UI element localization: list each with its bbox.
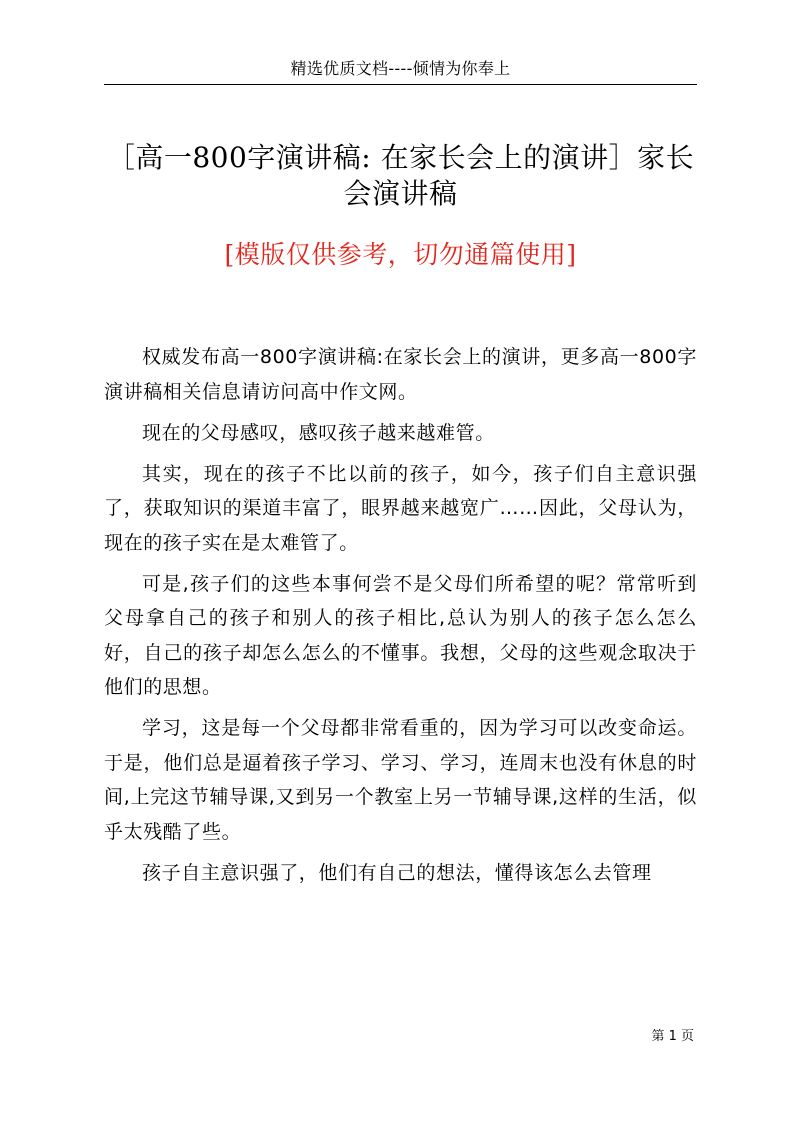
header-divider	[104, 84, 697, 85]
page-header: 精选优质文档----倾情为你奉上	[290, 59, 511, 78]
body-paragraph: 可是,孩子们的这些本事何尝不是父母们所希望的呢？常常听到父母拿自己的孩子和别人的孩子相比,总认为别人的孩子怎么怎么好，自己的孩子却怎么怎么的不懂事。我想，父母的这些观念取决于他们的思想。	[104, 572, 697, 698]
page-number: 第 1 页	[651, 1029, 694, 1044]
body-paragraph: 孩子自主意识强了，他们有自己的想法，懂得该怎么去管理	[142, 861, 652, 884]
body-paragraph: 权威发布高一800字演讲稿:在家长会上的演讲，更多高一800字演讲稿相关信息请访问高中作文网。	[104, 346, 697, 403]
document-subtitle: [模版仅供参考，切勿通篇使用]	[224, 240, 577, 269]
document-title: ［高一800字演讲稿: 在家长会上的演讲］家长会演讲稿	[106, 141, 695, 210]
body-paragraph: 学习，这是每一个父母都非常看重的，因为学习可以改变命运。于是，他们总是逼着孩子学习、学习、学习，连周末也没有休息的时间,上完这节辅导课,又到另一个教室上另一节辅导课,这样的生活，似乎太残酷了些。	[104, 717, 697, 843]
body-paragraph: 其实，现在的孩子不比以前的孩子，如今，孩子们自主意识强了，获取知识的渠道丰富了，眼界越来越宽广……因此，父母认为，现在的孩子实在是太难管了。	[104, 462, 697, 554]
document-body	[104, 340, 697, 897]
body-paragraph: 现在的父母感叹，感叹孩子越来越难管。	[142, 421, 495, 444]
